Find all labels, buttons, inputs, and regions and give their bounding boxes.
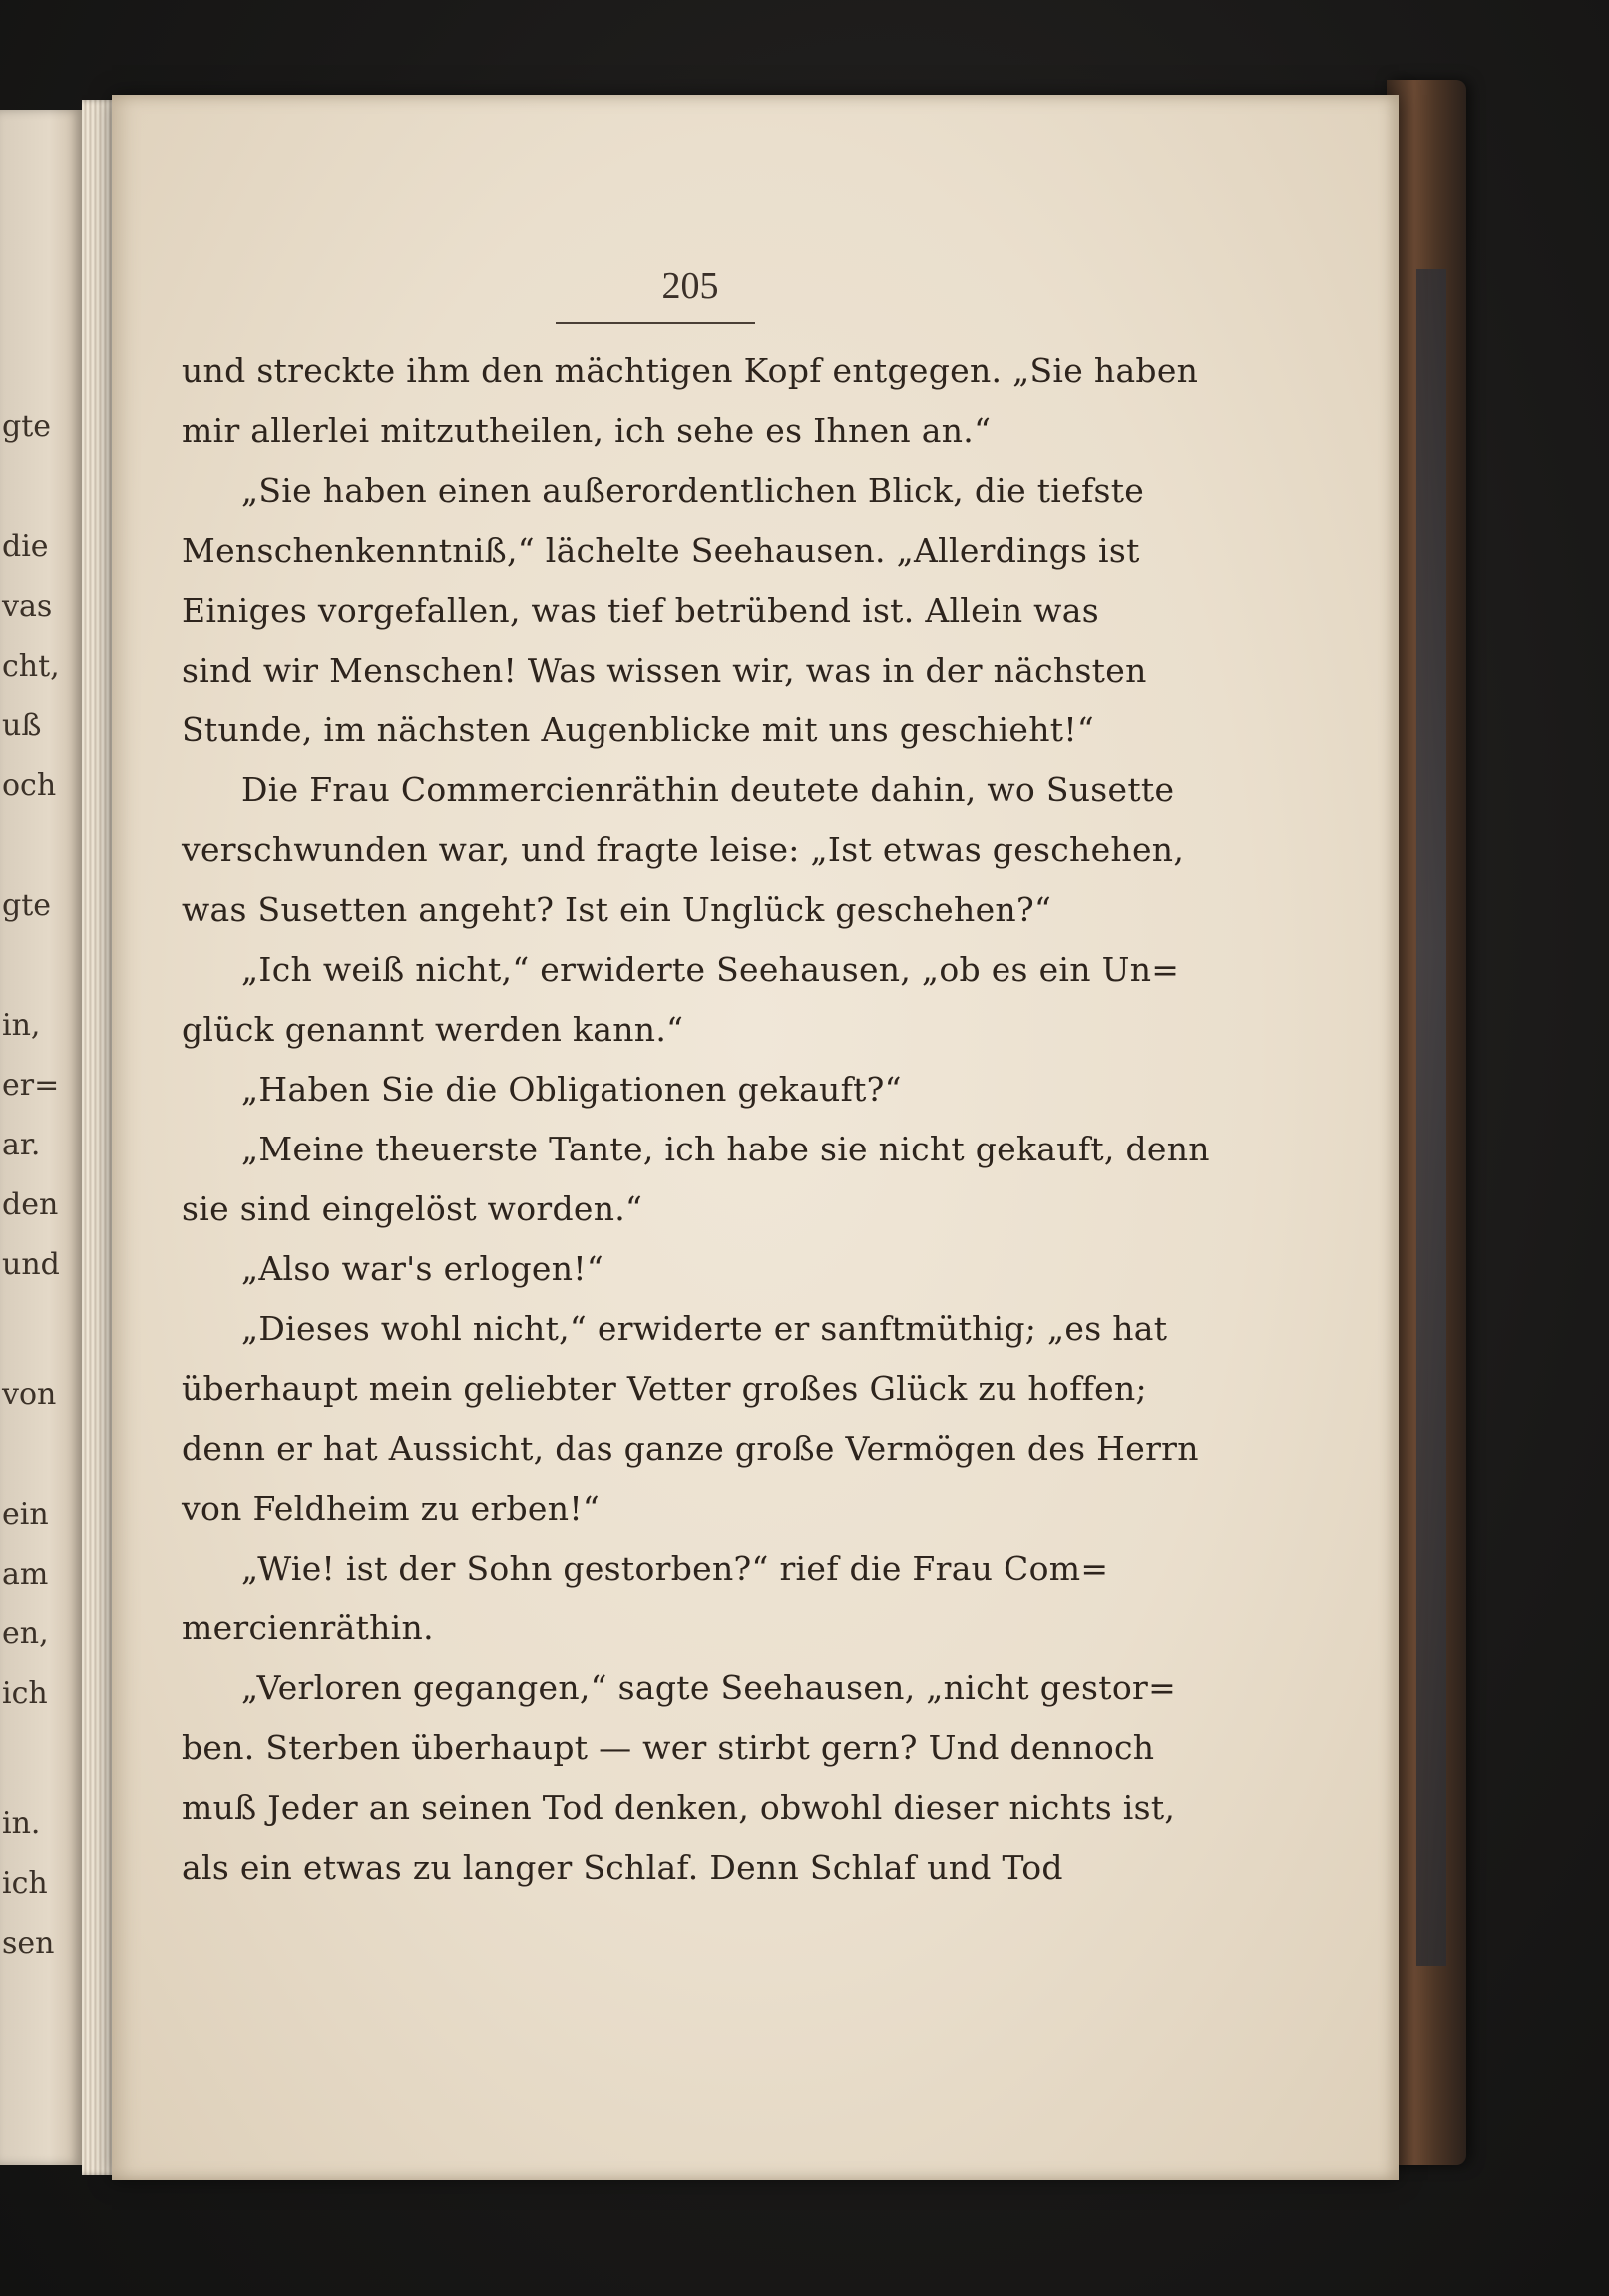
text-line: ben. Sterben überhaupt — wer stirbt gern? Und dennoch: [182, 1728, 1155, 1767]
left-page-fragment: am: [2, 1557, 49, 1592]
book-page: [112, 95, 1399, 2180]
text-line: „Sie haben einen außerordentlichen Blick, die tiefste: [241, 471, 1145, 510]
text-line: und streckte ihm den mächtigen Kopf entgegen. „Sie haben: [182, 351, 1199, 390]
text-line: Stunde, im nächsten Augenblicke mit uns geschieht!“: [182, 710, 1095, 749]
text-line: mercienräthin.: [182, 1608, 434, 1647]
left-page-fragment: er=: [2, 1068, 60, 1103]
text-line: als ein etwas zu langer Schlaf. Denn Schlaf und Tod: [182, 1848, 1063, 1887]
text-line: Menschenkenntniß,“ lächelte Seehausen. „Allerdings ist: [182, 531, 1140, 570]
text-line: verschwunden war, und fragte leise: „Ist etwas geschehen,: [182, 830, 1185, 869]
left-page-fragment: gte: [2, 409, 52, 444]
text-line: sie sind eingelöst worden.“: [182, 1189, 643, 1228]
text-line: „Haben Sie die Obligationen gekauft?“: [241, 1070, 902, 1109]
left-page-fragment: uß: [2, 708, 42, 743]
left-page-fragment: ich: [2, 1866, 48, 1901]
left-page-fragment: von: [2, 1377, 57, 1412]
left-page-fragment: die: [2, 529, 49, 564]
text-line: „Ich weiß nicht,“ erwiderte Seehausen, „ob es ein Un=: [241, 950, 1180, 989]
left-page-fragment: en,: [2, 1616, 49, 1651]
text-line: „Meine theuerste Tante, ich habe sie nicht gekauft, denn: [241, 1130, 1210, 1168]
text-line: überhaupt mein geliebter Vetter großes Glück zu hoffen;: [182, 1369, 1147, 1408]
left-page-fragment: cht,: [2, 649, 60, 684]
cover-board: [1416, 269, 1446, 1966]
text-line: Die Frau Commercienräthin deutete dahin, wo Susette: [241, 770, 1175, 809]
page-number: 205: [661, 265, 719, 307]
text-line: „Verloren gegangen,“ sagte Seehausen, „nicht gestor=: [241, 1668, 1177, 1707]
left-page-fragment: in.: [2, 1806, 41, 1841]
left-page-fragment: ar.: [2, 1128, 41, 1162]
text-line: denn er hat Aussicht, das ganze große Vermögen des Herrn: [182, 1429, 1199, 1468]
text-line: muß Jeder an seinen Tod denken, obwohl dieser nichts ist,: [182, 1788, 1176, 1827]
text-line: von Feldheim zu erben!“: [182, 1489, 601, 1528]
text-line: „Also war's erlogen!“: [241, 1249, 604, 1288]
text-line: was Susetten angeht? Ist ein Unglück geschehen?“: [182, 890, 1052, 929]
left-page-fragment: ein: [2, 1497, 49, 1532]
previous-page-edge: [0, 110, 82, 2165]
left-page-fragment: sen: [2, 1926, 55, 1961]
left-page-fragment: gte: [2, 888, 52, 923]
text-line: „Dieses wohl nicht,“ erwiderte er sanftmüthig; „es hat: [241, 1309, 1168, 1348]
left-page-fragment: ich: [2, 1676, 48, 1711]
left-page-fragment: och: [2, 768, 57, 803]
header-rule: [556, 322, 755, 324]
text-line: Einiges vorgefallen, was tief betrübend ist. Allein was: [182, 591, 1099, 630]
text-line: glück genannt werden kann.“: [182, 1010, 684, 1049]
left-page-fragment: in,: [2, 1008, 41, 1043]
left-page-fragment: den: [2, 1187, 59, 1222]
text-line: mir allerlei mitzutheilen, ich sehe es Ihnen an.“: [182, 411, 992, 450]
text-line: sind wir Menschen! Was wissen wir, was in der nächsten: [182, 651, 1147, 689]
left-page-fragment: und: [2, 1247, 60, 1282]
text-line: „Wie! ist der Sohn gestorben?“ rief die Frau Com=: [241, 1549, 1109, 1588]
left-page-fragment: vas: [2, 589, 53, 624]
